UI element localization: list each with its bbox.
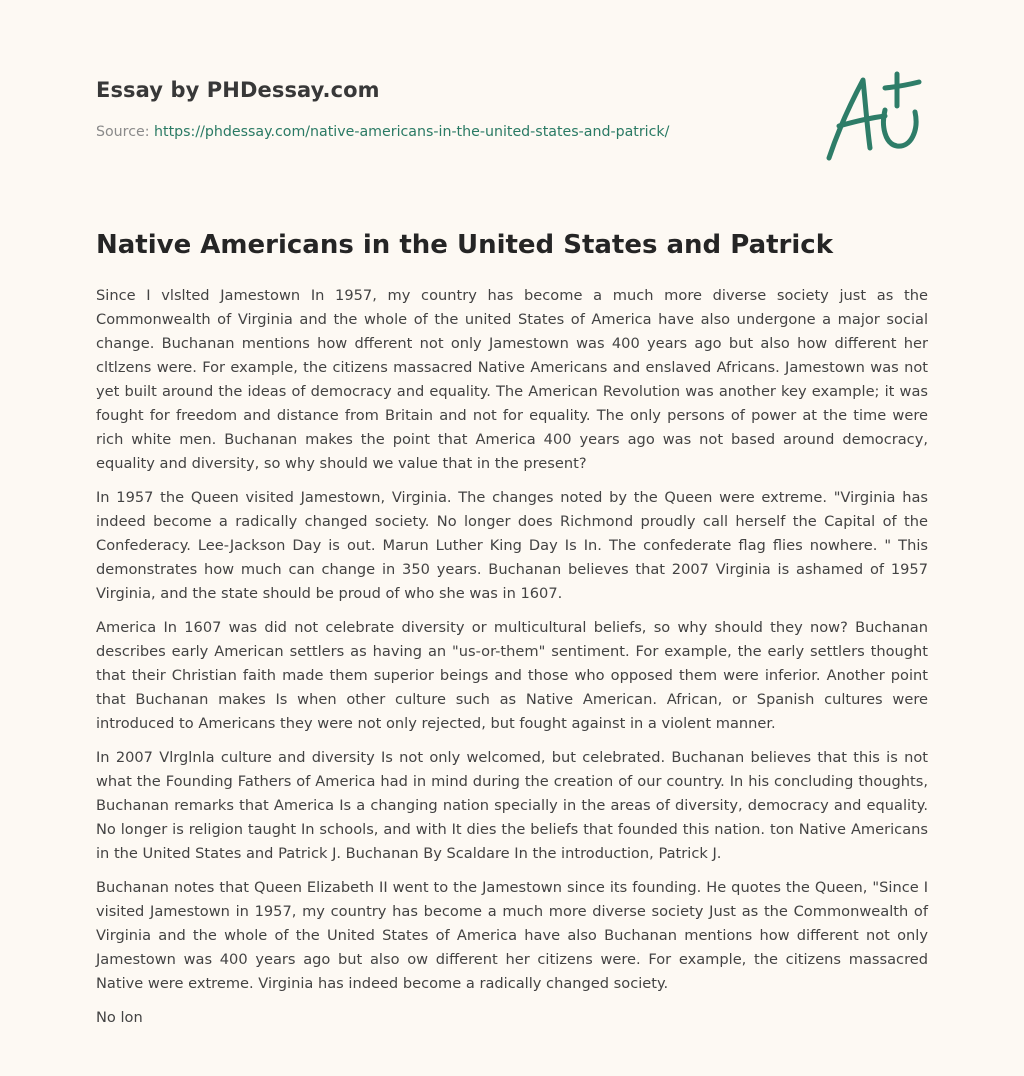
page-header	[96, 74, 928, 174]
site-brand: Essay by PHDessay.com	[96, 78, 380, 102]
essay-paragraph-truncated: No lon	[96, 1009, 143, 1026]
essay-paragraph: Buchanan notes that Queen Elizabeth II went to the Jamestown since its founding. He quotes the Queen, "Since I visited Jamestown in 1957, my country has become a much more diverse society Just as the Commonwealth of Virginia and the whole of the United States of America have also Buchanan mentions how different not only Jamestown was 400 years ago but also ow different her citizens were. For example, the citizens massacred Native were extreme. Virginia has indeed become a radically changed society.	[96, 879, 928, 992]
source-line	[96, 124, 669, 140]
essay-paragraph: Since I vlslted Jamestown In 1957, my country has become a much more diverse society just as the Commonwealth of Virginia and the whole of the united States of America have also undergone a major social change. Buchanan mentions how dfferent not only Jamestown was 400 years ago but also how different her cltlzens were. For example, the citizens massacred Native Americans and enslaved Africans. Jamestown was not yet built around the ideas of democracy and equality. The American Revolution was another key example; it was fought for freedom and distance from Britain and not for equality. The only persons of power at the time were rich white men. Buchanan makes the point that America 400 years ago was not based around democracy, equality and diversity, so why should we value that in the present?	[96, 287, 928, 472]
source-label: Source:	[96, 124, 150, 140]
a-plus-logo-icon	[823, 68, 927, 164]
essay-page	[96, 0, 928, 1076]
essay-paragraph: America In 1607 was did not celebrate diversity or multicultural beliefs, so why should they now? Buchanan describes early American settlers as having an "us-or-them" sentiment. For example, the early settlers thought that their Christian faith made them superior beings and those who opposed them were inferior. Another point that Buchanan makes Is when other culture such as Native American. African, or Spanish cultures were introduced to Americans they were not only rejected, but fought against in a violent manner.	[96, 619, 928, 732]
source-link[interactable]: https://phdessay.com/native-americans-in-the-united-states-and-patrick/	[154, 124, 670, 140]
essay-title: Native Americans in the United States and Patrick	[96, 230, 833, 260]
essay-paragraph: In 2007 Vlrglnla culture and diversity Is not only welcomed, but celebrated. Buchanan believes that this is not what the Founding Fathers of America had in mind during the creation of our country. In his concluding thoughts, Buchanan remarks that America Is a changing nation specially in the areas of diversity, democracy and equality. No longer is religion taught In schools, and with It dies the beliefs that founded this nation. ton Native Americans in the United States and Patrick J. Buchanan By Scaldare In the introduction, Patrick J.	[96, 749, 928, 862]
essay-body	[96, 284, 928, 1040]
essay-paragraph: In 1957 the Queen visited Jamestown, Virginia. The changes noted by the Queen were extreme. "Virginia has indeed become a radically changed society. No longer does Richmond proudly call herself the Capital of the Confederacy. Lee-Jackson Day is out. Marun Luther King Day Is In. The confederate flag flies nowhere. " This demonstrates how much can change in 350 years. Buchanan believes that 2007 Virginia is ashamed of 1957 Virginia, and the state should be proud of who she was in 1607.	[96, 489, 928, 602]
